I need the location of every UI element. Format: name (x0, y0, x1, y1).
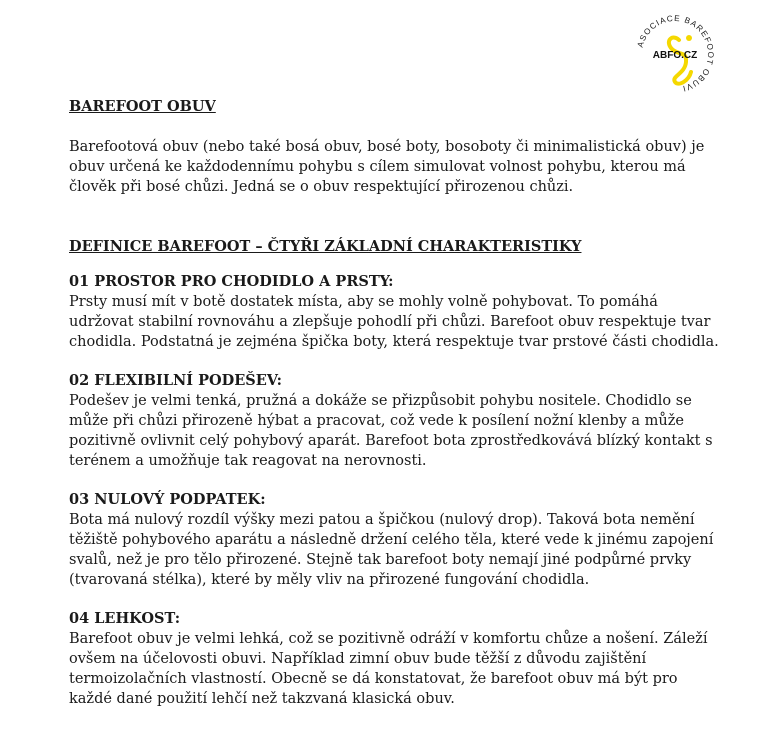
document-body (69, 97, 719, 709)
logo-center-text: ABFO.CZ (652, 50, 698, 61)
section-03 (69, 490, 719, 590)
section-text: Barefoot obuv je velmi lehká, což se pozitivně odráží v komfortu chůze a nošení. Záleží ovšem na účelovosti obuvi. Například zimní obuv bude těžší z důvodu zajištění termoizolačních vlastností. Obecně se dá konstatovat, že barefoot obuv má být pro každé dané použití lehčí než takzvaná klasická obuv. (69, 630, 708, 707)
logo-ring-text: ASOCIACE BAREFOOT OBUVI (635, 13, 716, 94)
section-heading: 01 PROSTOR PRO CHODIDLO A PRSTY: (69, 272, 394, 290)
section-text: Prsty musí mít v botě dostatek místa, aby se mohly volně pohybovat. To pomáhá udržovat stabilní rovnováhu a zlepšuje pohodlí při chůzi. Barefoot obuv respektuje tvar chodidla. Podstatná je zejména špička boty, která respektuje tvar prstové části chodidla. (69, 293, 719, 350)
document-title: BAREFOOT OBUV (69, 98, 216, 115)
section-02 (69, 371, 719, 471)
abfo-logo (631, 10, 719, 98)
section-01 (69, 272, 719, 352)
toe-dot-icon (686, 35, 692, 41)
section-text: Bota má nulový rozdíl výšky mezi patou a špičkou (nulový drop). Taková bota nemění těžiště pohybového aparátu a následně držení celého těla, které vede k jinému zapojení svalů, než je pro tělo přirozené. Stejně tak barefoot boty nemají jiné podpůrné prvky (tvarovaná stélka), které by měly vliv na přirozené fungování chodidla. (69, 511, 714, 588)
section-04 (69, 609, 719, 709)
section-heading: 04 LEHKOST: (69, 609, 181, 627)
definition-heading: DEFINICE BAREFOOT – ČTYŘI ZÁKLADNÍ CHARAKTERISTIKY (69, 238, 582, 255)
section-heading: 03 NULOVÝ PODPATEK: (69, 490, 266, 508)
section-heading: 02 FLEXIBILNÍ PODEŠEV: (69, 371, 282, 389)
intro-paragraph: Barefootová obuv (nebo také bosá obuv, bosé boty, bosoboty či minimalistická obuv) je obuv určená ke každodennímu pohybu s cílem simulovat volnost pohybu, kterou má člověk při bosé chůzi. Jedná se o obuv respektující přirozenou chůzi. (69, 139, 705, 195)
section-text: Podešev je velmi tenká, pružná a dokáže se přizpůsobit pohybu nositele. Chodidlo se může při chůzi přirozeně hýbat a pracovat, což vede k posílení nožní klenby a může pozitivně ovlivnit celý pohybový aparát. Barefoot bota zprostředkovává blízký kontakt s terénem a umožňuje tak reagovat na nerovnosti. (69, 392, 713, 469)
abfo-logo-graphic (631, 10, 719, 98)
